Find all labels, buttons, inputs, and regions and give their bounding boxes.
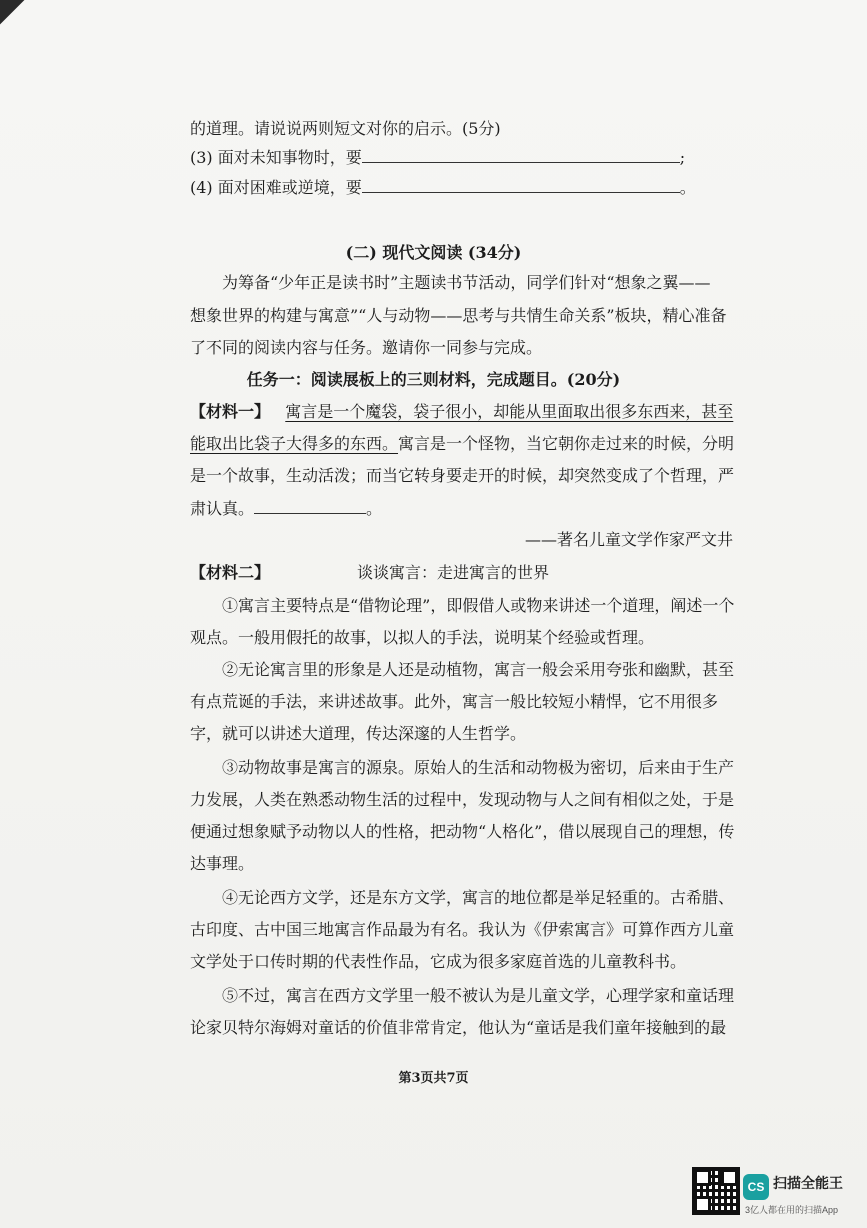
material2-header [190, 562, 270, 584]
question-3-end: ; [679, 148, 686, 167]
material1-underlined-a: 寓言是一个魔袋，袋子很小，却能从里面取出很多东西来，甚至 [285, 402, 734, 421]
question-4 [190, 176, 696, 199]
material1-rest-b: 寓言是一个怪物，当它朝你走过来的时候，分明 [398, 434, 735, 453]
material1-label: 【材料一】 [190, 402, 271, 421]
qr-finder [721, 1169, 738, 1186]
qr-finder [694, 1196, 711, 1213]
material1-answer-blank[interactable] [254, 497, 366, 514]
material2-line-14: 论家贝特尔海姆对童话的价值非常肯定，他认为“童话是我们童年接触到的最 [190, 1018, 727, 1037]
material2-line-3: ②无论寓言里的形象是人还是动植物，寓言一般会采用夸张和幽默，甚至 [222, 660, 735, 679]
material1-line-1 [190, 401, 733, 423]
material2-line-5: 字，就可以讲述大道理，传达深邃的人生哲学。 [190, 724, 527, 743]
material2-line-2: 观点。一般用假托的故事，以拟人的手法，说明某个经验或哲理。 [190, 628, 655, 647]
material1-line-4 [190, 497, 382, 520]
material2-line-11: 古印度、古中国三地寓言作品最为有名。我认为《伊索寓言》可算作西方儿童 [190, 920, 735, 939]
material1-line-3: 是一个故事，生动活泼；而当它转身要走开的时候，却突然变成了个哲理，严 [190, 466, 735, 485]
qr-finder [694, 1169, 711, 1186]
question-4-end: 。 [679, 178, 696, 197]
material2-line-13: ⑤不过，寓言在西方文学里一般不被认为是儿童文学，心理学家和童话理 [222, 986, 735, 1005]
page-number: 第3页共7页 [398, 1071, 469, 1086]
intro-line-2: 想象世界的构建与寓意”“人与动物——思考与共情生命关系”板块，精心准备 [190, 306, 727, 325]
question-3 [190, 146, 685, 169]
question-4-label: (4) 面对困难或逆境，要 [190, 178, 362, 197]
answer-blank-4[interactable] [362, 176, 680, 193]
camscanner-logo: CS [743, 1174, 769, 1200]
material2-line-8: 便通过想象赋予动物以人的性格，把动物“人格化”，借以展现自己的理想，传 [190, 822, 735, 841]
intro-line-1: 为筹备“少年正是读书时”主题读书节活动，同学们针对“想象之翼—— [222, 273, 711, 292]
material2-line-9: 达事理。 [190, 854, 255, 873]
material2-title: 谈谈寓言：走进寓言的世界 [357, 563, 550, 582]
camscanner-name: 扫描全能王 [773, 1175, 843, 1191]
question-3-label: (3) 面对未知事物时，要 [190, 148, 362, 167]
material2-line-1: ①寓言主要特点是“借物论理”，即假借人或物来讲述一个道理，阐述一个 [222, 596, 735, 615]
material2-label: 【材料二】 [190, 563, 271, 582]
material1-source: ——著名儿童文学作家严文井 [525, 530, 734, 549]
material2-line-10: ④无论西方文学，还是东方文学，寓言的地位都是举足轻重的。古希腊、 [222, 888, 735, 907]
material1-line-4-end: 。 [366, 499, 383, 518]
material1-underlined-b: 能取出比袋子大得多的东西。 [190, 434, 399, 453]
task-title: 任务一：阅读展板上的三则材料，完成题目。(20分) [246, 370, 621, 389]
answer-blank-3[interactable] [362, 146, 680, 163]
material1-line-4-text: 肃认真。 [190, 499, 255, 518]
material1-line-2 [190, 433, 734, 455]
intro-line-3: 了不同的阅读内容与任务。邀请你一同参与完成。 [190, 338, 543, 357]
material2-line-7: 力发展，人类在熟悉动物生活的过程中，发现动物与人之间有相似之处，于是 [190, 790, 735, 809]
camscanner-slogan: 3亿人都在用的扫描App [745, 1205, 839, 1215]
material2-line-12: 文学处于口传时期的代表性作品，它成为很多家庭首选的儿童教科书。 [190, 952, 687, 971]
qr-code [694, 1169, 738, 1213]
scan-edge-mark [0, 0, 40, 40]
material2-line-4: 有点荒诞的手法，来讲述故事。此外，寓言一般比较短小精悍，它不用很多 [190, 692, 719, 711]
section-title: (二) 现代文阅读 (34分) [345, 243, 522, 262]
material2-line-6: ③动物故事是寓言的源泉。原始人的生活和动物极为密切，后来由于生产 [222, 758, 735, 777]
question-text: 的道理。请说说两则短文对你的启示。(5分) [190, 119, 501, 138]
